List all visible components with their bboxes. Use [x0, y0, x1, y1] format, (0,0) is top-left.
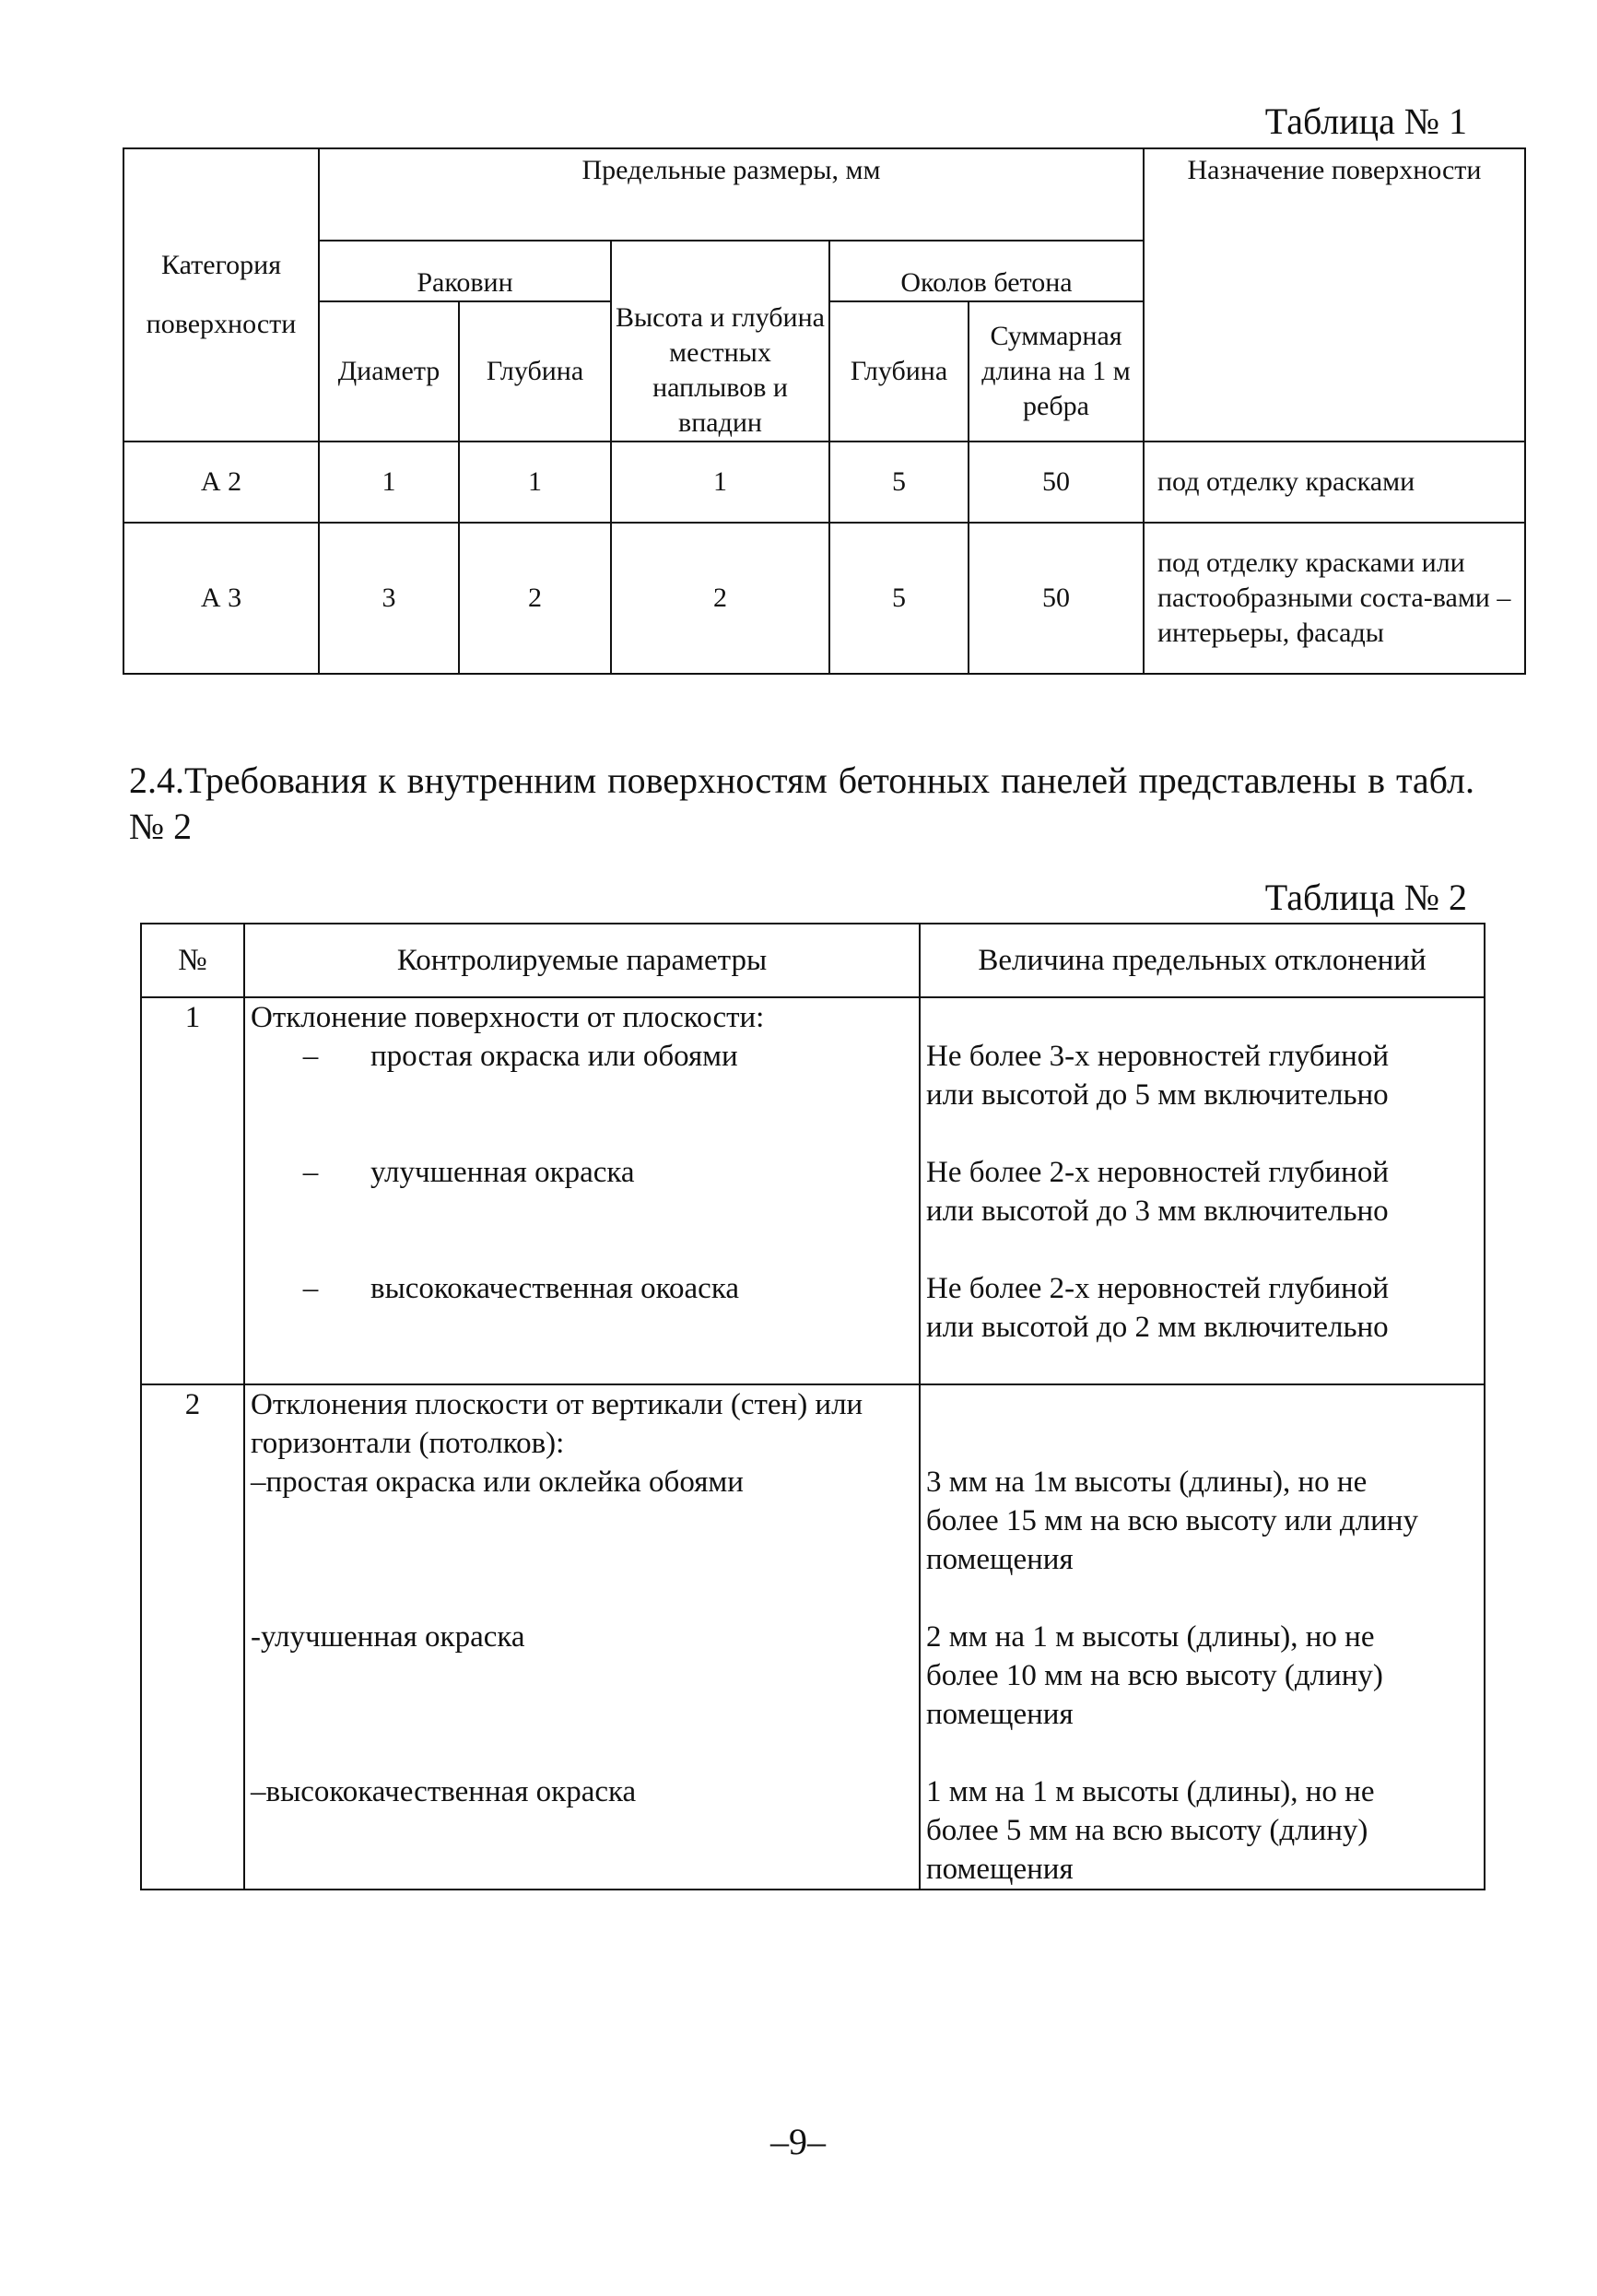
table2-params-cell [244, 997, 920, 1384]
table1-cell-category: А 2 [123, 442, 319, 523]
table1-cell-chip-depth: 5 [829, 523, 969, 674]
item-text: улучшенная окраска [370, 1156, 635, 1189]
value-line: более 5 мм на всю высоту (длину) [926, 1814, 1368, 1847]
table1-cell-category: А 3 [123, 523, 319, 674]
table1 [123, 147, 1526, 675]
value-line: Не более 2-х неровностей глубиной [926, 1272, 1389, 1305]
table1-cell-length: 50 [969, 442, 1144, 523]
table1-depth-header: Глубина [459, 301, 611, 442]
dash-marker: – [302, 1272, 319, 1305]
table1-caption: Таблица № 1 [1264, 100, 1467, 142]
row-title: горизонтали (потолков): [251, 1427, 565, 1460]
value-line: 2 мм на 1 м высоты (длины), но не [926, 1620, 1375, 1654]
value-line: помещения [926, 1543, 1074, 1576]
value-line: помещения [926, 1853, 1074, 1886]
table2-values-cell [920, 1384, 1485, 1890]
value-line: или высотой до 2 мм включительно [926, 1311, 1389, 1344]
table1-category-header: Категория поверхности [123, 148, 319, 442]
value-line: Не более 2-х неровностей глубиной [926, 1156, 1389, 1189]
table1-limits-header: Предельные размеры, мм [319, 148, 1144, 241]
table1-cell-purpose: под отделку красками [1144, 442, 1525, 523]
dash-marker: – [302, 1040, 319, 1073]
value-line: 3 мм на 1м высоты (длины), но не [926, 1466, 1368, 1499]
table1-cell-purpose: под отделку красками или пастообразными соста-вами – интерьеры, фасады [1144, 523, 1525, 674]
page-number: –9– [770, 2121, 826, 2162]
value-line: более 15 мм на всю высоту или длину [926, 1504, 1418, 1537]
item-text: –высококачественная окраска [251, 1775, 637, 1808]
list-item [251, 1037, 919, 1076]
table1-length-header: Суммарная длина на 1 м ребра [969, 301, 1144, 442]
table-row [141, 997, 1485, 1384]
table1-diameter-header: Диаметр [319, 301, 459, 442]
dash-marker: – [302, 1156, 319, 1189]
table1-chip-depth-header: Глубина [829, 301, 969, 442]
item-text: высококачественная окоаска [370, 1272, 740, 1305]
table1-cell-height: 2 [611, 523, 829, 674]
table2-row-number: 1 [141, 997, 244, 1384]
table-row [123, 442, 1525, 523]
value-line: 1 мм на 1 м высоты (длины), но не [926, 1775, 1375, 1808]
table2-row-number: 2 [141, 1384, 244, 1890]
value-line: более 10 мм на всю высоту (длину) [926, 1659, 1383, 1692]
table1-cell-depth: 2 [459, 523, 611, 674]
table1-shells-header: Раковин [319, 241, 611, 301]
item-text: –простая окраска или оклейка обоями [251, 1466, 744, 1499]
paragraph: 2.4.Требования к внутренним поверхностям бетонных панелей представлены в табл. № 2 [129, 759, 1474, 847]
table1-height-header: Высота и глубина местных наплывов и впадин [611, 241, 829, 442]
table1-cell-diameter: 3 [319, 523, 459, 674]
table2-params-cell [244, 1384, 920, 1890]
table1-purpose-header: Назначение поверхности [1144, 148, 1525, 442]
row-title: Отклонение поверхности от плоскости: [251, 1001, 765, 1034]
table-row [141, 1384, 1485, 1890]
value-line: или высотой до 3 мм включительно [926, 1195, 1389, 1228]
value-line: Не более 3-х неровностей глубиной [926, 1040, 1389, 1073]
list-item [251, 1153, 919, 1192]
table1-cell-length: 50 [969, 523, 1144, 674]
table2 [140, 923, 1485, 1890]
table2-caption: Таблица № 2 [1264, 877, 1467, 918]
item-text: -улучшенная окраска [251, 1620, 525, 1654]
table-row [123, 523, 1525, 674]
table1-cell-height: 1 [611, 442, 829, 523]
table2-values-header: Величина предельных отклонений [920, 924, 1485, 997]
table2-params-header: Контролируемые параметры [244, 924, 920, 997]
list-item [251, 1269, 919, 1308]
table1-chips-header: Околов бетона [829, 241, 1144, 301]
value-line: помещения [926, 1698, 1074, 1731]
table1-cell-diameter: 1 [319, 442, 459, 523]
row-title: Отклонения плоскости от вертикали (стен) или [251, 1388, 863, 1421]
value-line: или высотой до 5 мм включительно [926, 1078, 1389, 1112]
table1-cell-depth: 1 [459, 442, 611, 523]
table2-num-header: № [141, 924, 244, 997]
table2-values-cell [920, 997, 1485, 1384]
table1-cell-chip-depth: 5 [829, 442, 969, 523]
item-text: простая окраска или обоями [370, 1040, 738, 1073]
